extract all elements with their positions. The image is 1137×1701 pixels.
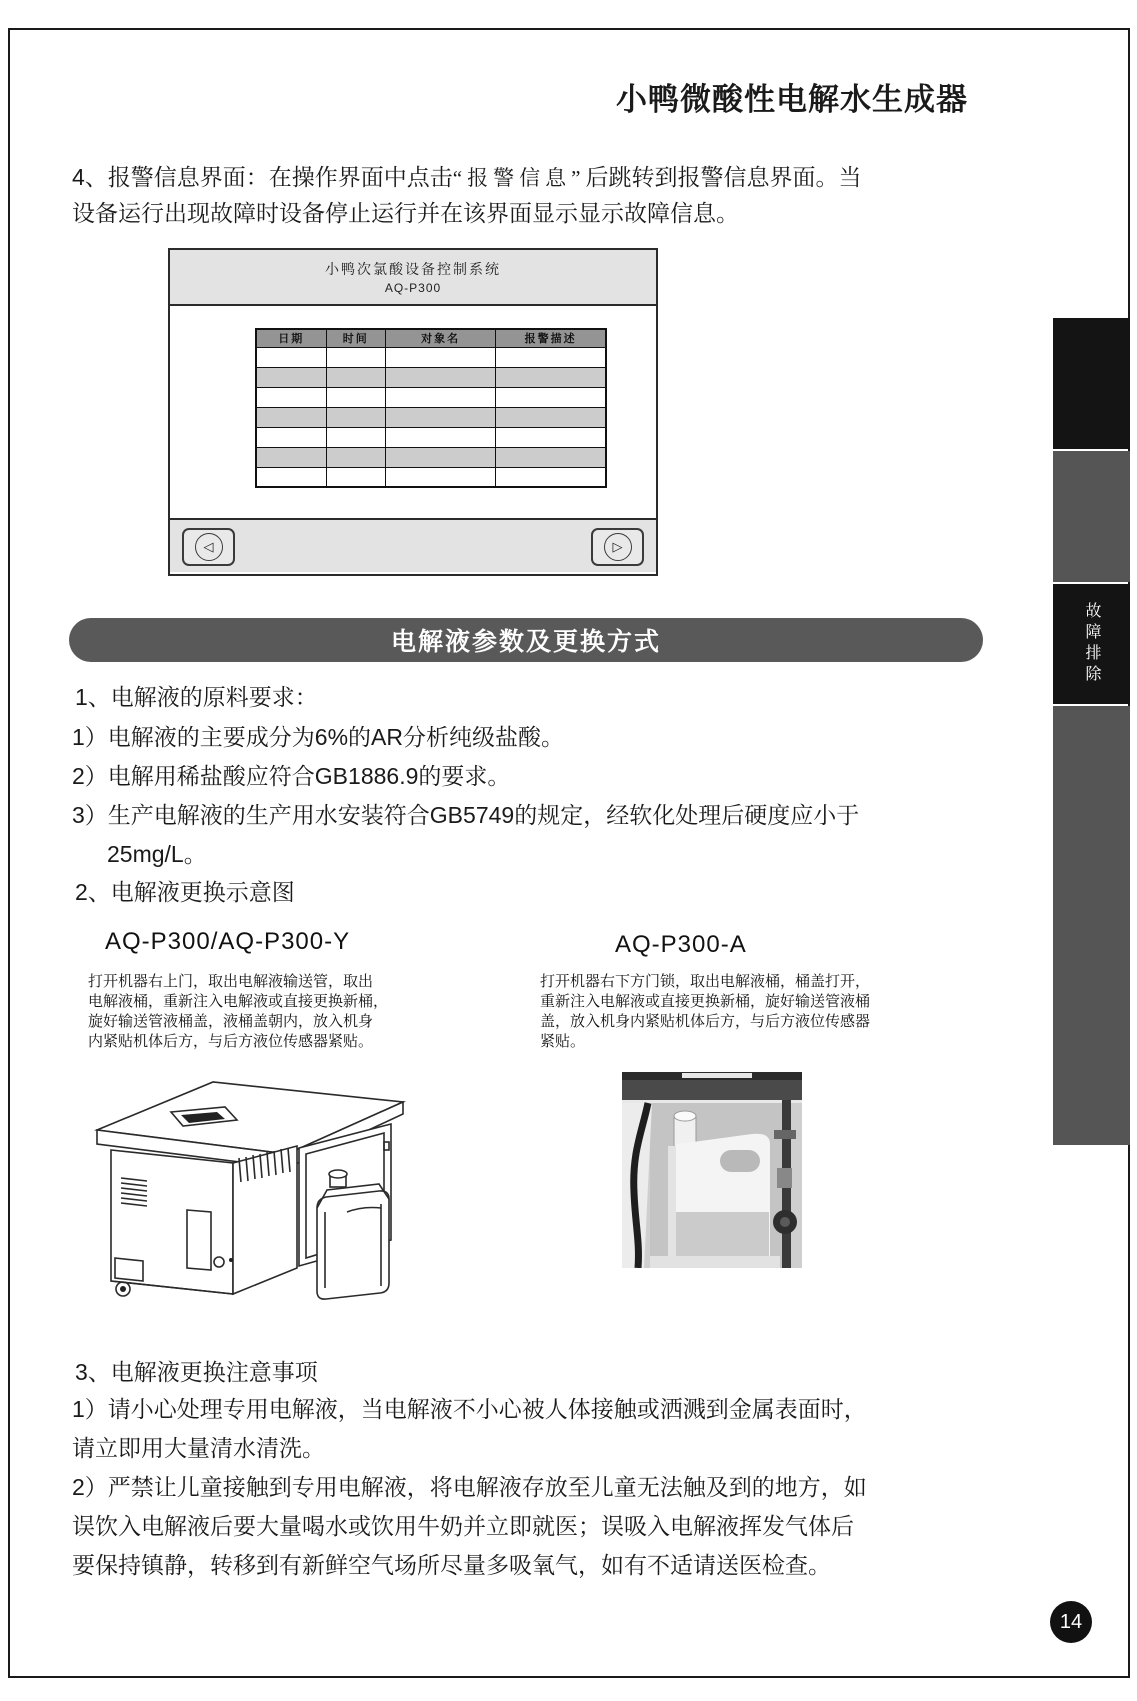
prev-page-button[interactable] bbox=[182, 528, 235, 566]
figure2-model-label: AQ-P300-A bbox=[615, 931, 747, 958]
next-page-button[interactable] bbox=[591, 528, 644, 566]
alarm-table-cell bbox=[326, 367, 386, 387]
alarm-table-row bbox=[256, 347, 606, 367]
alarm-table-cell bbox=[256, 407, 326, 427]
hmi-body bbox=[170, 306, 656, 518]
alarm-table-cell bbox=[256, 467, 326, 487]
page-title: 小鸭微酸性电解水生成器 bbox=[616, 82, 968, 117]
alarm-table-cell bbox=[386, 387, 496, 407]
alarm-table-cell bbox=[256, 387, 326, 407]
sidebar-tab-troubleshooting bbox=[1053, 584, 1130, 704]
text-line: 打开机器右下方门锁，取出电解液桶，桶盖打开， bbox=[540, 973, 871, 990]
alarm-paragraph-text: 后跳转到报警信息界面。当 bbox=[585, 164, 862, 190]
text-line: 电解液桶，重新注入电解液或直接更换新桶， bbox=[88, 993, 389, 1010]
page-number-badge bbox=[1050, 1601, 1092, 1643]
text-line: 1）请小心处理专用电解液，当电解液不小心被人体接触或洒溅到金属表面时， bbox=[72, 1396, 867, 1422]
item1-title: 1、电解液的原料要求： bbox=[75, 684, 318, 710]
sidebar-block-1 bbox=[1053, 318, 1130, 449]
alarm-table-row bbox=[256, 387, 606, 407]
hmi-titlebar bbox=[170, 250, 656, 306]
hmi-bottombar bbox=[170, 518, 656, 572]
hmi-screenshot-panel bbox=[168, 248, 658, 576]
item1-line1: 1）电解液的主要成分为6%的AR分析纯级盐酸。 bbox=[72, 724, 564, 750]
alarm-table-header-row bbox=[256, 329, 606, 347]
alarm-table-cell bbox=[496, 427, 606, 447]
alarm-paragraph-text: 4、报警信息界面：在操作界面中点击 bbox=[72, 164, 453, 190]
item1-line4: 25mg/L。 bbox=[107, 841, 207, 867]
alarm-table-header-cell: 报警描述 bbox=[496, 329, 606, 347]
alarm-table bbox=[255, 328, 607, 488]
alarm-table-cell bbox=[326, 387, 386, 407]
machine-line-drawing bbox=[85, 1062, 420, 1302]
item3-paragraph1 bbox=[72, 1390, 867, 1468]
alarm-info-paragraph bbox=[72, 160, 952, 231]
alarm-table-cell bbox=[496, 367, 606, 387]
alarm-table-cell bbox=[386, 367, 496, 387]
alarm-table-cell bbox=[256, 347, 326, 367]
alarm-table-cell bbox=[386, 407, 496, 427]
alarm-table-header-cell: 时间 bbox=[326, 329, 386, 347]
sidebar-block-2 bbox=[1053, 451, 1130, 582]
alarm-paragraph-line1 bbox=[72, 160, 952, 196]
section-header-title: 电解液参数及更换方式 bbox=[390, 628, 661, 656]
alarm-table-cell bbox=[386, 447, 496, 467]
text-line: 打开机器右上门，取出电解液输送管，取出 bbox=[88, 973, 374, 990]
item2-title: 2、电解液更换示意图 bbox=[75, 879, 295, 905]
text-line: 2）严禁让儿童接触到专用电解液，将电解液存放至儿童无法触及到的地方，如 bbox=[72, 1474, 867, 1500]
alarm-table-cell bbox=[386, 467, 496, 487]
alarm-table-cell bbox=[326, 467, 386, 487]
figure1-model-label: AQ-P300/AQ-P300-Y bbox=[105, 928, 351, 955]
item1-line3: 3）生产电解液的生产用水安装符合GB5749的规定，经软化处理后硬度应小于 bbox=[72, 802, 860, 828]
alarm-table-row bbox=[256, 407, 606, 427]
alarm-paragraph-quote: “报警信息” bbox=[452, 166, 586, 190]
alarm-table-row bbox=[256, 467, 606, 487]
alarm-table-cell bbox=[326, 447, 386, 467]
text-line: 请立即用大量清水清洗。 bbox=[72, 1435, 325, 1461]
next-arrow-icon: ▷ bbox=[604, 533, 632, 561]
alarm-table-cell bbox=[256, 367, 326, 387]
text-line: 紧贴。 bbox=[540, 1033, 586, 1050]
sidebar-block-4 bbox=[1053, 706, 1130, 1145]
alarm-table-cell bbox=[326, 427, 386, 447]
alarm-table-cell bbox=[256, 447, 326, 467]
text-line: 旋好输送管液桶盖，液桶盖朝内，放入机身 bbox=[88, 1013, 374, 1030]
alarm-table-cell bbox=[386, 347, 496, 367]
item3-title: 3、电解液更换注意事项 bbox=[75, 1359, 318, 1385]
figure2-description bbox=[540, 972, 970, 1052]
alarm-table-cell bbox=[496, 407, 606, 427]
alarm-table-row bbox=[256, 447, 606, 467]
alarm-table-header-cell: 日期 bbox=[256, 329, 326, 347]
item1-line2: 2）电解用稀盐酸应符合GB1886.9的要求。 bbox=[72, 763, 511, 789]
alarm-table-cell bbox=[496, 467, 606, 487]
alarm-table-cell bbox=[326, 407, 386, 427]
hmi-title: 小鸭次氯酸设备控制系统 bbox=[325, 261, 501, 277]
alarm-table-cell bbox=[386, 427, 496, 447]
alarm-paragraph-line2: 设备运行出现故障时设备停止运行并在该界面显示显示故障信息。 bbox=[72, 200, 739, 226]
figure1-description bbox=[88, 972, 438, 1052]
text-line: 重新注入电解液或直接更换新桶，旋好输送管液桶 bbox=[540, 993, 871, 1010]
text-line: 要保持镇静，转移到有新鲜空气场所尽量多吸氧气，如有不适请送医检查。 bbox=[72, 1552, 831, 1578]
text-line: 误饮入电解液后要大量喝水或饮用牛奶并立即就医；误吸入电解液挥发气体后 bbox=[72, 1513, 854, 1539]
tank-photo bbox=[622, 1072, 802, 1268]
hmi-model: AQ-P300 bbox=[384, 281, 442, 295]
prev-arrow-icon: ◁ bbox=[195, 533, 223, 561]
alarm-table-cell bbox=[496, 447, 606, 467]
alarm-table-row bbox=[256, 427, 606, 447]
text-line: 内紧贴机体后方，与后方液位传感器紧贴。 bbox=[88, 1033, 374, 1050]
section-header-bar bbox=[69, 618, 983, 662]
sidebar-tab-label: 故障排除 bbox=[1083, 602, 1100, 686]
text-line: 盖，放入机身内紧贴机体后方，与后方液位传感器 bbox=[540, 1013, 871, 1030]
alarm-table-cell bbox=[256, 427, 326, 447]
alarm-table-row bbox=[256, 367, 606, 387]
alarm-table-cell bbox=[496, 387, 606, 407]
alarm-table-header-cell: 对象名 bbox=[386, 329, 496, 347]
alarm-table-cell bbox=[326, 347, 386, 367]
page-number: 14 bbox=[1059, 1610, 1083, 1633]
alarm-table-cell bbox=[496, 347, 606, 367]
item3-paragraph2 bbox=[72, 1468, 867, 1585]
